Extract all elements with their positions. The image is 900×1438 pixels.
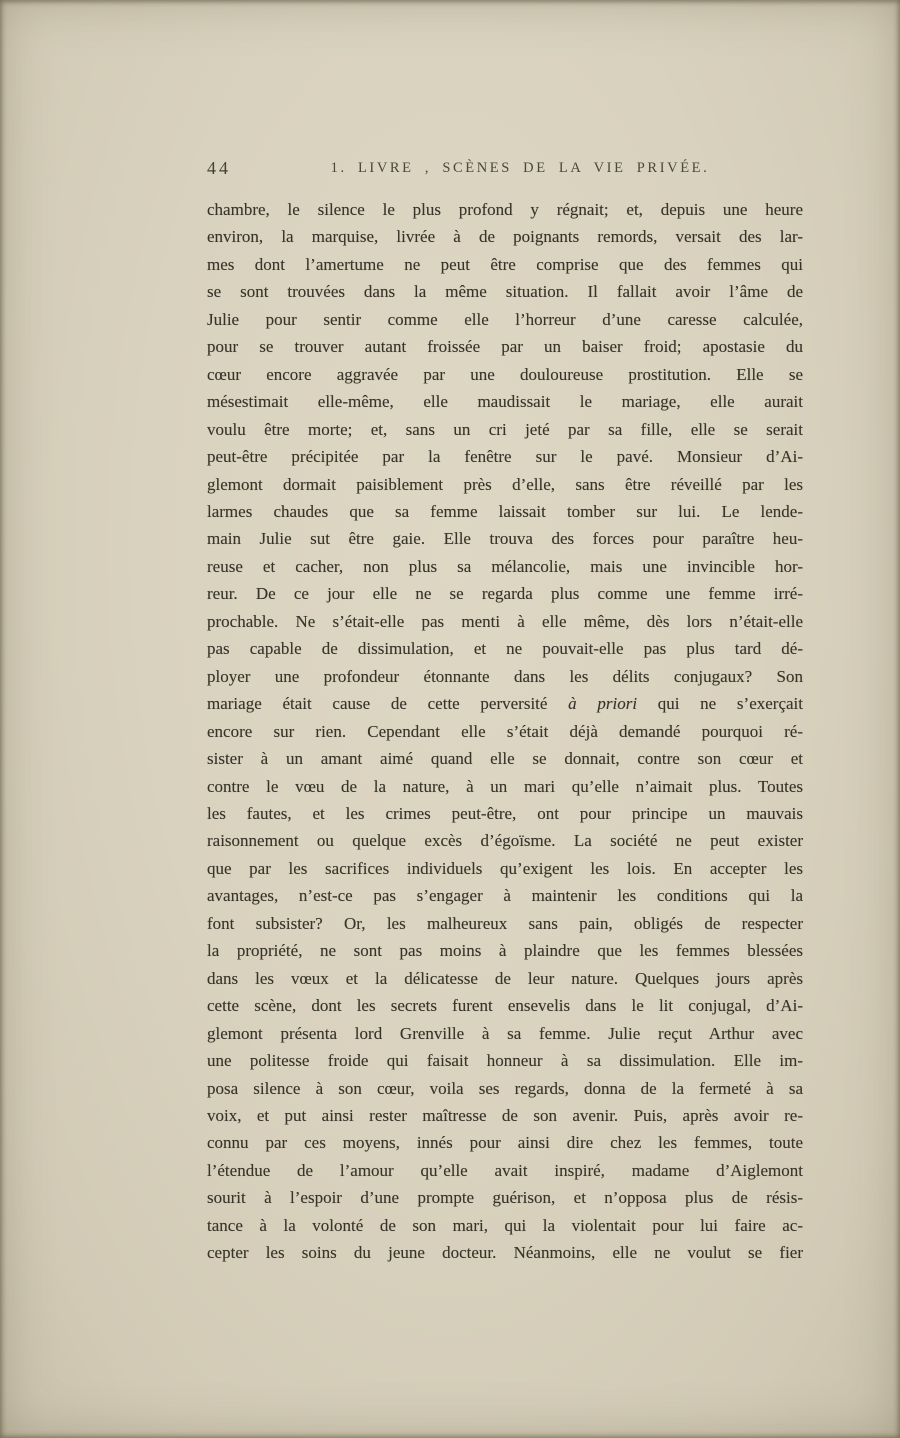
text-segment: une politesse froide qui faisait honneur à sa dissimulation. Elle im- [207, 1051, 803, 1071]
text-segment: raisonnement ou quelque excès d’égoïsme. La société ne peut exister [207, 831, 803, 851]
text-line [207, 827, 803, 854]
text-segment: mes dont l’amertume ne peut être comprise que des femmes qui [207, 254, 803, 274]
text-line [207, 1020, 803, 1047]
text-segment: pas capable de dissimulation, et ne pouvait-elle pas plus tard dé- [207, 639, 803, 659]
page-header [207, 156, 803, 182]
text-segment: mariage était cause de cette perversité [207, 694, 569, 714]
text-line [207, 800, 803, 827]
italic-text-segment: à priori [568, 694, 638, 714]
text-segment: se sont trouvées dans la même situation. Il fallait avoir l’âme de [207, 282, 803, 302]
text-line [207, 251, 803, 278]
text-segment: connu par ces moyens, innés pour ainsi dire chez les femmes, toute [207, 1133, 803, 1153]
text-line [207, 553, 803, 580]
text-line [207, 471, 803, 498]
text-line [207, 1212, 803, 1239]
text-line [207, 937, 803, 964]
text-line [207, 608, 803, 635]
text-segment: sourit à l’espoir d’une prompte guérison, et n’opposa plus de résis- [207, 1188, 803, 1208]
text-line [207, 278, 803, 305]
text-line [207, 525, 803, 552]
text-line [207, 1102, 803, 1129]
text-segment: larmes chaudes que sa femme laissait tomber sur lui. Le lende- [207, 501, 803, 521]
text-line [207, 745, 803, 772]
text-line [207, 1239, 803, 1266]
text-line [207, 882, 803, 909]
text-segment: qui ne s’exerçait [637, 694, 804, 714]
text-line [207, 498, 803, 525]
text-segment: la propriété, ne sont pas moins à plaindre que les femmes blessées [207, 941, 803, 961]
text-line [207, 635, 803, 662]
text-segment: font subsister? Or, les malheureux sans pain, obligés de respecter [207, 913, 803, 933]
text-line [207, 855, 803, 882]
text-line [207, 196, 803, 223]
text-segment: ployer une profondeur étonnante dans les délits conjugaux? Son [207, 666, 803, 686]
text-line [207, 718, 803, 745]
text-segment: posa silence à son cœur, voila ses regards, donna de la fermeté à sa [207, 1078, 803, 1098]
running-header: 1. LIVRE , SCÈNES DE LA VIE PRIVÉE. [330, 160, 710, 176]
text-segment: sister à un amant aimé quand elle se donnait, contre son cœur et [207, 749, 803, 769]
text-segment: glemont dormait paisiblement près d’elle, sans être réveillé par les [207, 474, 803, 494]
text-line [207, 333, 803, 360]
page-number: 44 [207, 158, 231, 178]
text-line [207, 965, 803, 992]
text-line [207, 910, 803, 937]
text-segment: main Julie sut être gaie. Elle trouva des forces pour paraître heu- [207, 529, 803, 549]
text-segment: cette scène, dont les secrets furent ensevelis dans le lit conjugal, d’Ai- [207, 996, 803, 1016]
text-segment: tance à la volonté de son mari, qui la violentait pour lui faire ac- [207, 1215, 803, 1235]
text-line [207, 1184, 803, 1211]
text-line [207, 416, 803, 443]
text-segment: pour se trouver autant froissée par un baiser froid; apostasie du [207, 337, 803, 357]
text-line [207, 443, 803, 470]
text-line [207, 663, 803, 690]
text-segment: dans les vœux et la délicatesse de leur nature. Quelques jours après [207, 968, 803, 988]
text-line [207, 580, 803, 607]
text-line [207, 1129, 803, 1156]
text-segment: Julie pour sentir comme elle l’horreur d’une caresse calculée, [207, 309, 803, 329]
text-segment: mésestimait elle-même, elle maudissait le mariage, elle aurait [207, 392, 803, 412]
text-segment: prochable. Ne s’était-elle pas menti à elle même, dès lors n’était-elle [207, 611, 803, 631]
text-line [207, 306, 803, 333]
text-segment: chambre, le silence le plus profond y régnait; et, depuis une heure [207, 200, 803, 219]
text-line [207, 690, 803, 717]
text-segment: cœur encore aggravée par une douloureuse prostitution. Elle se [207, 364, 803, 384]
text-segment: environ, la marquise, livrée à de poignants remords, versait des lar- [207, 227, 803, 247]
text-segment: reuse et cacher, non plus sa mélancolie, mais une invincible hor- [207, 556, 803, 576]
text-segment: l’étendue de l’amour qu’elle avait inspiré, madame d’Aiglemont [207, 1160, 803, 1180]
text-segment: cepter les soins du jeune docteur. Néanmoins, elle ne voulut se fier [207, 1243, 803, 1263]
text-segment: avantages, n’est-ce pas s’engager à maintenir les conditions qui la [207, 886, 803, 906]
text-segment: les fautes, et les crimes peut-être, ont pour principe un mauvais [207, 803, 803, 823]
text-line [207, 992, 803, 1019]
text-line [207, 388, 803, 415]
text-line [207, 361, 803, 388]
text-segment: reur. De ce jour elle ne se regarda plus comme une femme irré- [207, 584, 803, 604]
text-line [207, 223, 803, 250]
text-segment: glemont présenta lord Grenville à sa femme. Julie reçut Arthur avec [207, 1023, 803, 1043]
text-line [207, 1075, 803, 1102]
text-line [207, 1047, 803, 1074]
text-line [207, 773, 803, 800]
text-segment: que par les sacrifices individuels qu’exigent les lois. En accepter les [207, 858, 803, 878]
body-text [207, 196, 803, 1267]
text-segment: voix, et put ainsi rester maîtresse de son avenir. Puis, après avoir re- [207, 1105, 803, 1125]
text-segment: encore sur rien. Cependant elle s’était déjà demandé pourquoi ré- [207, 721, 803, 741]
text-segment: peut-être précipitée par la fenêtre sur le pavé. Monsieur d’Ai- [207, 447, 803, 467]
text-line [207, 1157, 803, 1184]
text-segment: voulu être morte; et, sans un cri jeté par sa fille, elle se serait [207, 419, 803, 439]
text-segment: contre le vœu de la nature, à un mari qu’elle n’aimait plus. Toutes [207, 776, 803, 796]
